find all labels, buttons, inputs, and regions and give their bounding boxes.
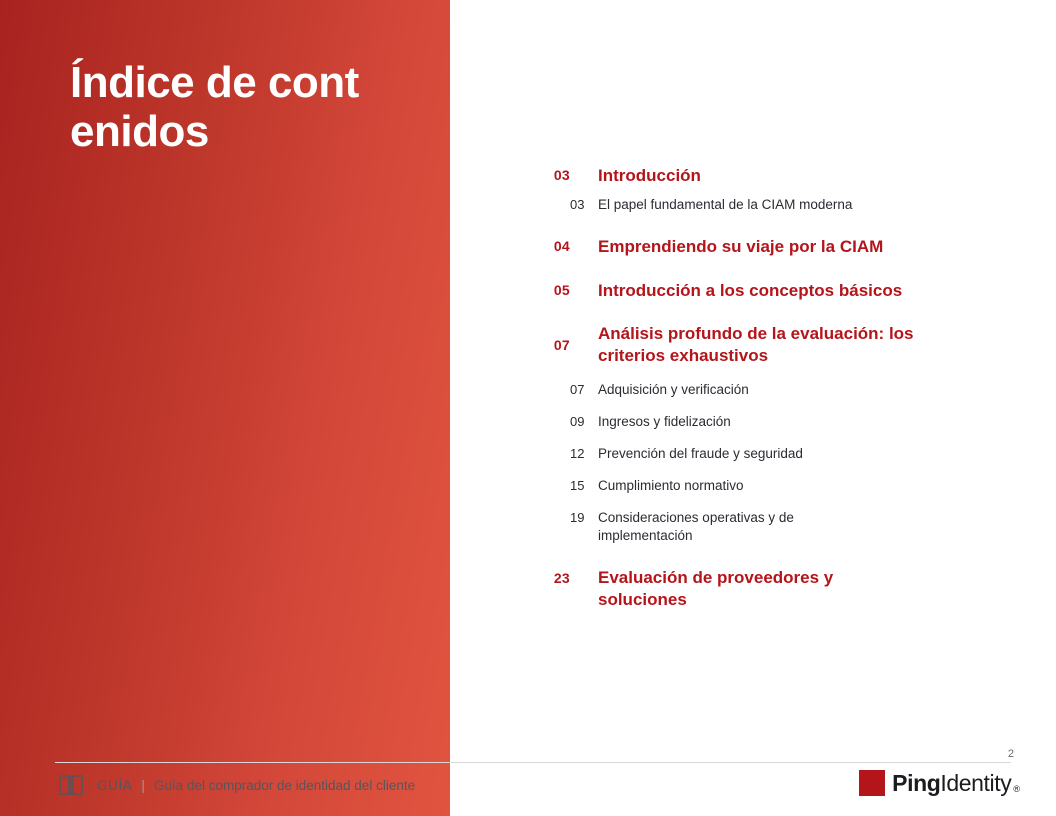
toc-section-number: 03 bbox=[553, 167, 570, 183]
toc-subitem-number: 07 bbox=[570, 381, 585, 397]
book-icon bbox=[58, 773, 84, 797]
toc-section-conceptos-basicos[interactable] bbox=[530, 280, 1040, 302]
toc-section-number: 23 bbox=[553, 570, 570, 587]
toc-section-title: Evaluación de proveedores y soluciones bbox=[598, 568, 834, 610]
footer-document-title: Guía del comprador de identidad del cliente bbox=[153, 777, 416, 793]
toc-section-title: Emprendiendo su viaje por la CIAM bbox=[598, 236, 884, 256]
spacer bbox=[530, 495, 1040, 509]
toc-subitem-number: 12 bbox=[570, 445, 585, 461]
toc-subitem-title: Adquisición y verificación bbox=[598, 381, 749, 397]
spacer bbox=[530, 367, 1040, 381]
toc-section-number: 04 bbox=[553, 237, 570, 254]
table-of-contents bbox=[455, 0, 1056, 816]
footer-divider-rule bbox=[55, 762, 1011, 763]
toc-subitem-papel-fundamental[interactable] bbox=[530, 196, 1040, 214]
toc-subitem-prevencion-fraude[interactable] bbox=[530, 445, 1040, 463]
cover-panel bbox=[0, 0, 450, 816]
toc-section-introduccion[interactable] bbox=[530, 165, 1040, 187]
spacer bbox=[530, 463, 1040, 477]
toc-section-title: Análisis profundo de la evaluación: los criterios exhaustivos bbox=[598, 324, 914, 366]
toc-section-analisis-profundo[interactable] bbox=[530, 323, 1040, 367]
toc-subitem-title: Cumplimiento normativo bbox=[598, 478, 744, 494]
toc-list bbox=[530, 165, 1040, 611]
logo-trademark: ® bbox=[1013, 784, 1020, 794]
toc-subitem-title: El papel fundamental de la CIAM moderna bbox=[598, 196, 853, 212]
toc-subitem-number: 03 bbox=[570, 196, 585, 212]
toc-section-evaluacion-proveedores[interactable] bbox=[530, 567, 1040, 611]
toc-subitem-ingresos-fidelizacion[interactable] bbox=[530, 413, 1040, 431]
toc-subitem-consideraciones-operativas[interactable] bbox=[530, 509, 1040, 545]
toc-section-number: 07 bbox=[553, 337, 570, 354]
logo-identity-text: Identity bbox=[940, 769, 1012, 796]
spacer bbox=[530, 431, 1040, 445]
footer-left bbox=[58, 768, 415, 802]
toc-subitem-adquisicion-verificacion[interactable] bbox=[530, 381, 1040, 399]
spacer bbox=[530, 399, 1040, 413]
toc-section-emprendiendo-viaje[interactable] bbox=[530, 236, 1040, 258]
page-title: Índice de contenidos bbox=[70, 58, 359, 157]
spacer bbox=[530, 187, 1040, 196]
spacer bbox=[530, 258, 1040, 280]
ping-identity-logo bbox=[859, 768, 1020, 798]
toc-subitem-title: Consideraciones operativas y de implementación bbox=[598, 510, 794, 544]
toc-subitem-number: 19 bbox=[570, 510, 585, 526]
spacer bbox=[530, 214, 1040, 236]
spacer bbox=[530, 301, 1040, 323]
toc-subitem-number: 09 bbox=[570, 413, 585, 429]
toc-section-number: 05 bbox=[553, 281, 570, 298]
page-number: 2 bbox=[1007, 748, 1014, 760]
logo-ping-text: Ping bbox=[892, 769, 941, 796]
toc-subitem-title: Prevención del fraude y seguridad bbox=[598, 445, 803, 461]
toc-section-title: Introducción a los conceptos básicos bbox=[598, 280, 903, 300]
spacer bbox=[530, 545, 1040, 567]
logo-mark-icon bbox=[859, 770, 885, 796]
footer-label: GUÍA bbox=[97, 777, 133, 793]
toc-section-title: Introducción bbox=[598, 166, 701, 185]
toc-subitem-cumplimiento-normativo[interactable] bbox=[530, 477, 1040, 495]
footer-separator: | bbox=[141, 777, 145, 793]
toc-subitem-title: Ingresos y fidelización bbox=[598, 413, 731, 429]
toc-subitem-number: 15 bbox=[570, 478, 585, 494]
